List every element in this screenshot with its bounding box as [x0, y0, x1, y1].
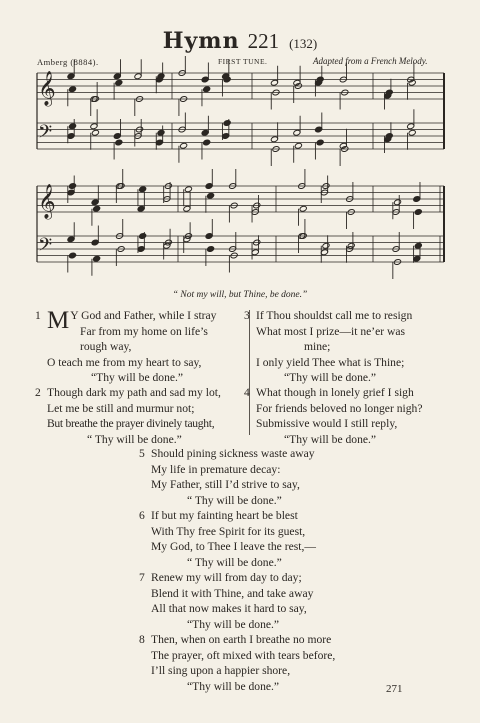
verse-line: “Thy will be done.”: [187, 617, 280, 631]
note-head: [414, 242, 422, 249]
hymn-number: 221: [247, 29, 280, 53]
note-head: [68, 86, 76, 93]
verse-line: rough way,: [80, 340, 132, 353]
verse-line: Submissive would I still reply,: [256, 417, 398, 430]
note-head: [316, 139, 324, 146]
note-head: [157, 129, 165, 136]
tune-name: Amberg (8884).: [37, 57, 99, 67]
hymn-title-word: Hymn: [162, 28, 240, 54]
note-head: [203, 86, 211, 93]
note-head: [139, 186, 147, 193]
verse-4: [244, 385, 446, 447]
verse-number: 8: [139, 633, 145, 646]
verse-line: I only yield Thee what is Thine;: [256, 355, 405, 369]
note-head: [115, 79, 123, 86]
bass-clef-icon: 𝄢: [38, 122, 53, 147]
note-head: [347, 242, 355, 249]
verse-line: “ Thy will be done.”: [187, 555, 282, 569]
verse-line: “ Thy will be done.”: [87, 432, 182, 446]
verse-number: 1: [35, 309, 41, 322]
verse-number: 6: [139, 509, 145, 522]
note-marks: [38, 56, 422, 279]
verse-line: Then, when on earth I breathe no more: [151, 633, 332, 646]
verse-line: What though in lonely grief I sigh: [256, 386, 414, 399]
verse-1: [35, 307, 247, 386]
verse-line: All that now makes it hard to say,: [151, 602, 307, 615]
verse-line: “Thy will be done.”: [284, 371, 377, 384]
note-head: [91, 129, 99, 136]
verse-number: 2: [35, 386, 41, 399]
verse-5: [139, 446, 391, 508]
note-head: [299, 205, 307, 212]
tune-attribution: Adapted from a French Melody.: [313, 56, 428, 66]
verse-number: 3: [244, 309, 250, 322]
note-head: [294, 142, 302, 149]
note-head: [93, 255, 101, 262]
hymn-alt-number: (132): [289, 36, 318, 51]
treble-clef-icon: 𝄞: [38, 71, 56, 106]
verse-number: 4: [244, 386, 250, 399]
note-head: [223, 120, 231, 127]
verse-line: If but my fainting heart be blest: [151, 509, 298, 522]
verse-line: mine;: [304, 340, 331, 353]
verse-line: The prayer, oft mixed with tears before,: [151, 648, 336, 662]
verse-line: My life in premature decay:: [151, 462, 281, 476]
note-head: [139, 233, 147, 240]
note-head: [203, 139, 211, 146]
note-head: [414, 209, 422, 216]
verse-8: [139, 632, 391, 694]
verse-line: “Thy will be done.”: [187, 679, 280, 693]
motto: “ Not my will, but Thine, be done.”: [172, 290, 308, 300]
verse-3: [244, 308, 446, 386]
note-head: [180, 142, 188, 149]
note-head: [184, 186, 192, 193]
treble-clef-icon: 𝄞: [38, 184, 56, 219]
drop-cap: M: [47, 307, 70, 334]
note-head: [68, 123, 76, 130]
note-head: [207, 246, 215, 253]
note-head: [115, 139, 123, 146]
verse-line: If Thou shouldst call me to resign: [256, 309, 413, 322]
note-head: [408, 79, 416, 86]
note-head: [385, 133, 393, 140]
verse-line: Far from my home on life’s: [80, 324, 208, 338]
note-head: [93, 205, 101, 212]
verse-line: “ Thy will be done.”: [187, 493, 282, 507]
note-head: [394, 199, 402, 206]
verse-line: Let me be still and murmur not;: [47, 401, 195, 415]
verse-number: 5: [139, 447, 145, 460]
page-number: 271: [386, 683, 403, 695]
verse-7: [139, 570, 391, 632]
verse-line: Y God and Father, while I stray: [70, 309, 217, 322]
verse-line: “Thy will be done.”: [284, 432, 377, 446]
verse-line: Should pining sickness waste away: [151, 447, 315, 460]
note-head: [322, 242, 330, 249]
bass-clef-icon: 𝄢: [38, 235, 53, 260]
staff-system: [37, 73, 444, 149]
verse-number: 7: [139, 571, 145, 584]
verse-2: [35, 385, 247, 447]
note-head: [68, 252, 76, 259]
verse-line: “Thy will be done.”: [91, 371, 184, 384]
verse-line: Though dark my path and sad my lot,: [47, 386, 221, 399]
verse-line: Renew my will from day to day;: [151, 571, 302, 584]
note-head: [385, 89, 393, 96]
music-score: [0, 0, 480, 290]
note-head: [68, 183, 76, 190]
verse-line: But breathe the prayer divinely taught,: [47, 417, 215, 430]
verse-6: [139, 508, 391, 570]
note-head: [207, 192, 215, 199]
verse-line: For friends beloved no longer nigh?: [256, 401, 423, 415]
verse-line: With Thy free Spirit for its guest,: [151, 524, 306, 538]
note-head: [157, 73, 165, 80]
note-head: [316, 76, 324, 83]
verse-line: I’ll sing upon a happier shore,: [151, 664, 291, 677]
note-head: [408, 129, 416, 136]
verse-line: O teach me from my heart to say,: [47, 355, 202, 369]
column-divider: [249, 310, 250, 435]
verse-line: Blend it with Thine, and take away: [151, 586, 314, 600]
tune-label: FIRST TUNE.: [218, 57, 268, 66]
verse-line: What most I prize—it ne’er was: [256, 324, 406, 338]
verse-line: My Father, still I’d strive to say,: [151, 478, 300, 491]
verse-line: My God, to Thee I leave the rest,—: [151, 540, 316, 553]
